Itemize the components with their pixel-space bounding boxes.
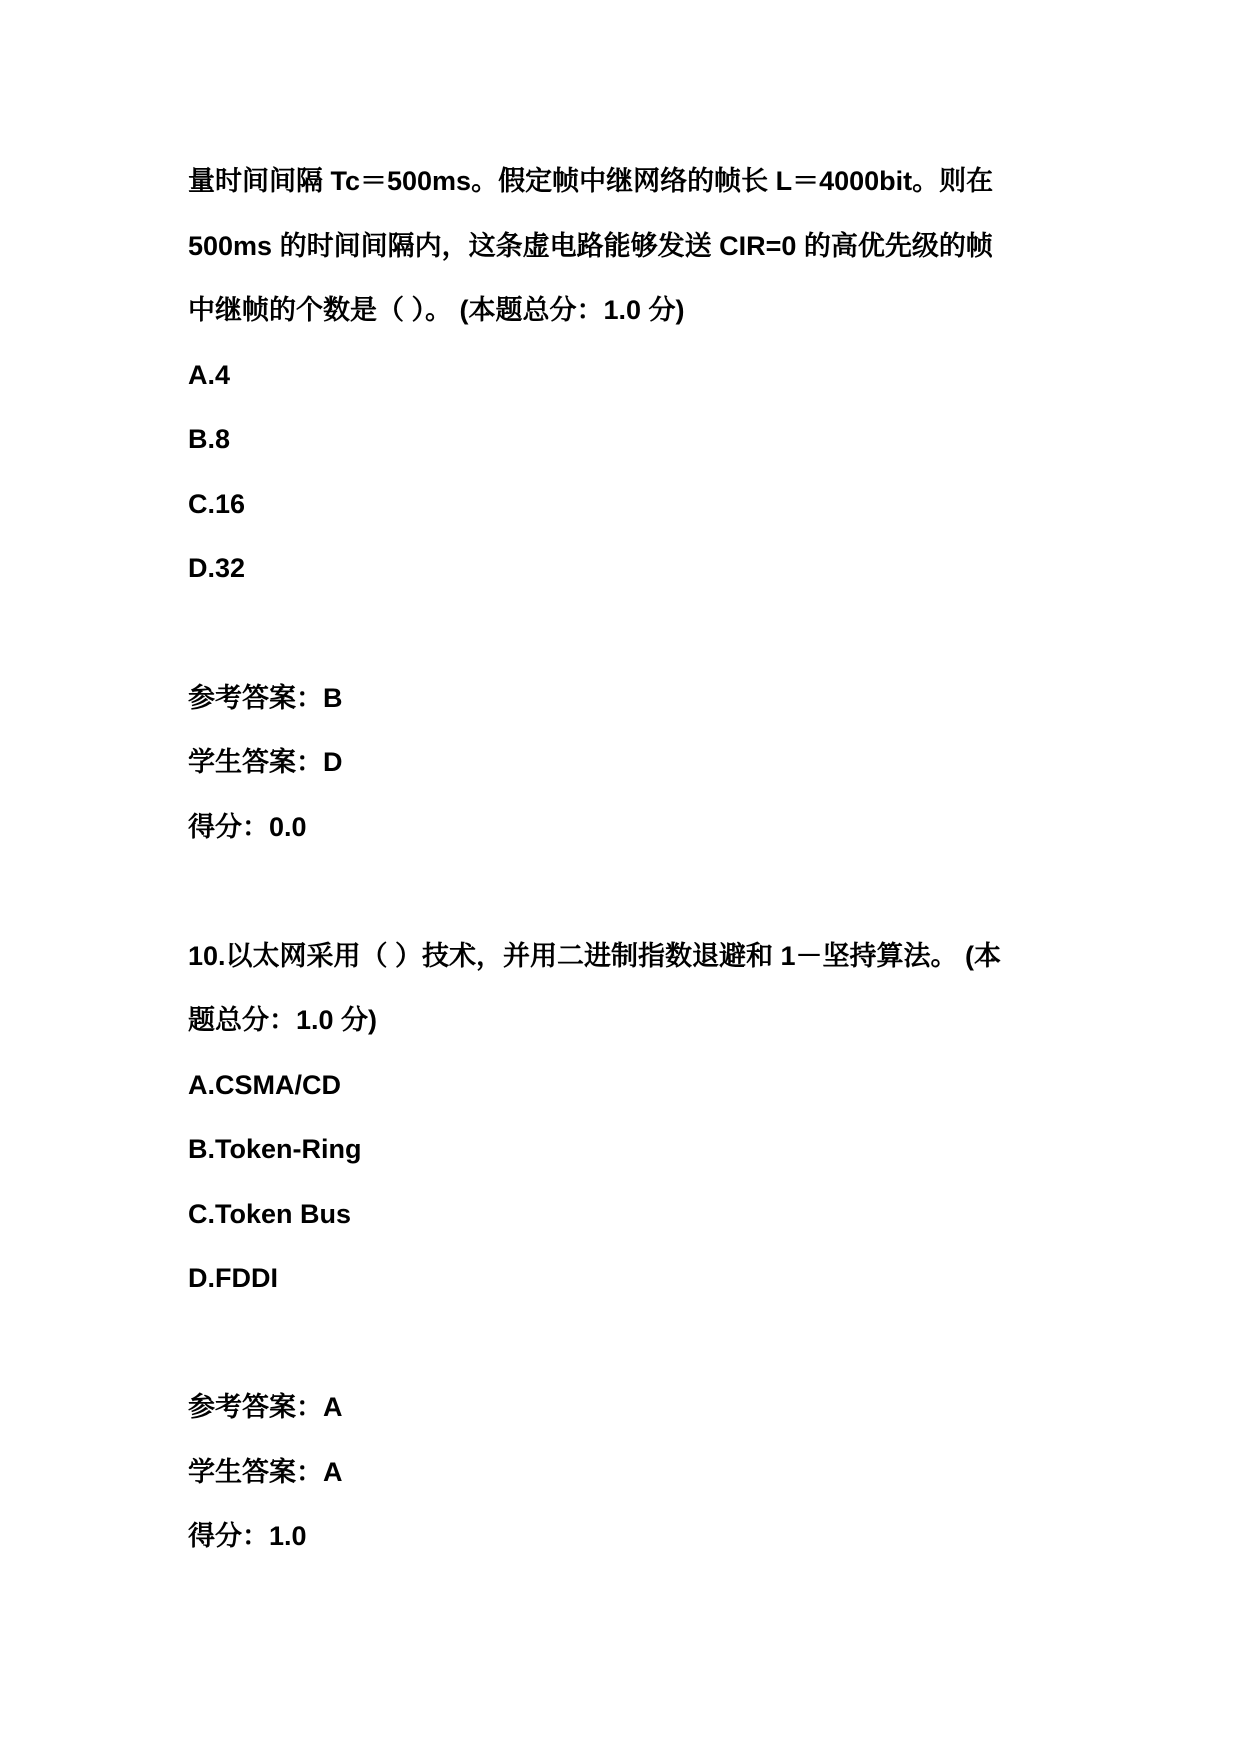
question-9-stem-line-3: 中继帧的个数是（ ）。 (本题总分：1.0 分): [188, 295, 685, 325]
question-9-student-answer: 学生答案：D: [188, 747, 343, 777]
question-10-option-b: B.Token-Ring: [188, 1134, 362, 1164]
question-10-score: 得分：1.0: [188, 1521, 307, 1551]
question-9-score: 得分：0.0: [188, 812, 307, 842]
question-9-stem-line-1: 量时间间隔 Tc＝500ms。假定帧中继网络的帧长 L＝4000bit。则在: [188, 166, 994, 196]
question-10-option-a: A.CSMA/CD: [188, 1070, 341, 1100]
question-10-stem-line-1: 10.以太网采用（ ）技术，并用二进制指数退避和 1－坚持算法。 (本: [188, 941, 1002, 971]
question-9-option-a: A.4: [188, 360, 231, 390]
question-10-student-answer: 学生答案：A: [188, 1457, 343, 1487]
question-9-stem-line-2: 500ms 的时间间隔内，这条虚电路能够发送 CIR=0 的高优先级的帧: [188, 231, 993, 261]
question-10-stem-line-2: 题总分：1.0 分): [188, 1005, 378, 1035]
question-9-option-b: B.8: [188, 424, 231, 454]
question-9-reference-answer: 参考答案：B: [188, 683, 343, 713]
question-9-option-c: C.16: [188, 489, 246, 519]
question-9-option-d: D.32: [188, 553, 246, 583]
question-10-option-c: C.Token Bus: [188, 1199, 352, 1229]
question-10-reference-answer: 参考答案：A: [188, 1392, 343, 1422]
question-10-option-d: D.FDDI: [188, 1263, 278, 1293]
